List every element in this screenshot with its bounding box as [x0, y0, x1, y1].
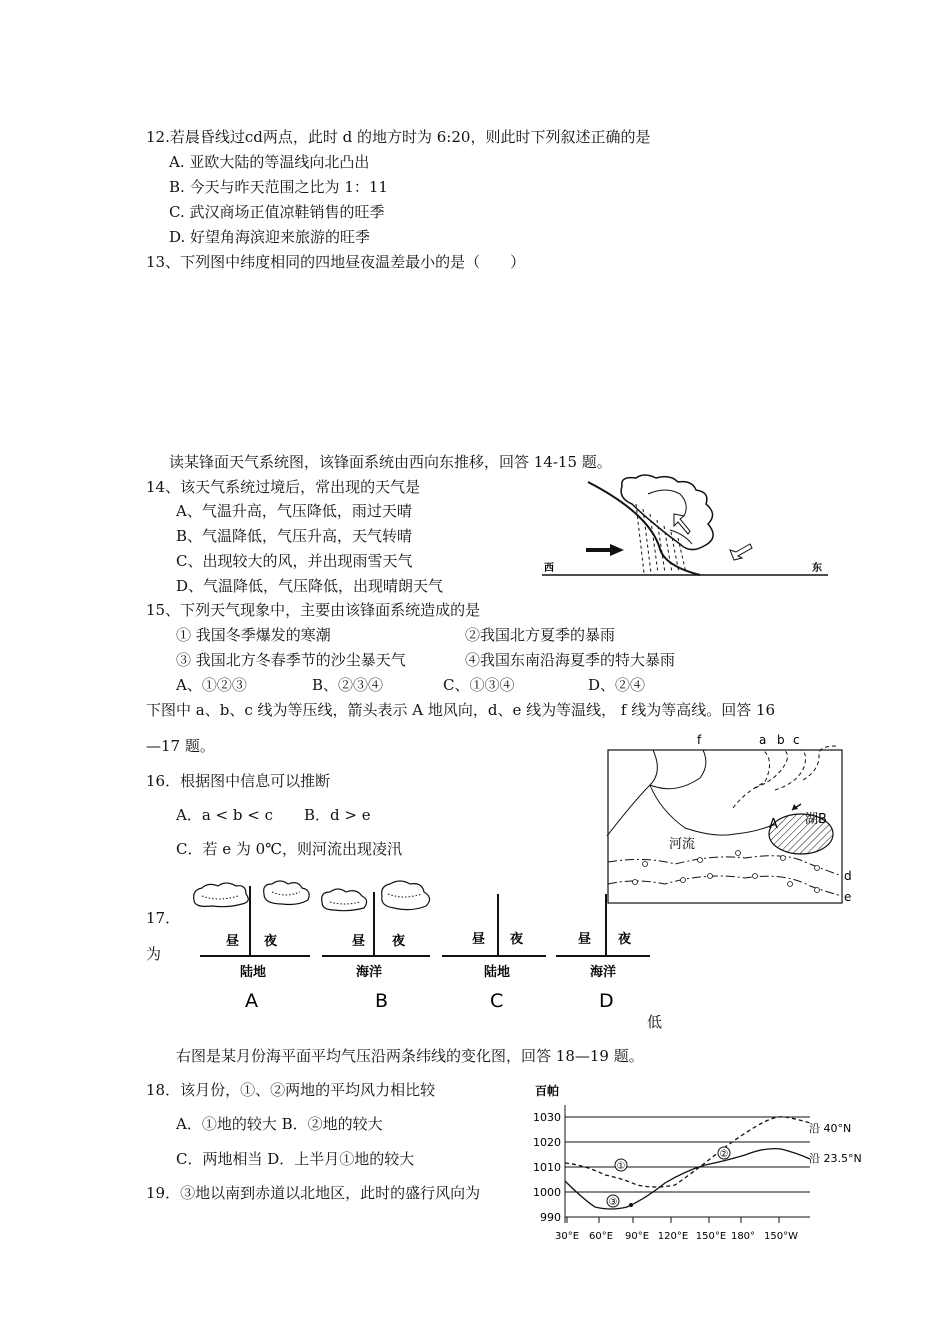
- intro-14-15: 读某锋面天气系统图，该锋面系统由西向东推移，回答 14-15 题。: [169, 453, 612, 471]
- label-f: f: [697, 733, 702, 747]
- west-label: 西: [544, 563, 554, 574]
- q16-option-a: A．a < b < c: [176, 806, 273, 824]
- q18-options-ab: A．①地的较大 B．②地的较大: [176, 1115, 383, 1133]
- marker-1: ①: [616, 1161, 626, 1172]
- q15-option-a: A、①②③: [176, 676, 247, 694]
- q14-option-c: C、出现较大的风，并出现雨雪天气: [176, 552, 413, 570]
- panel-a-day: 昼: [226, 934, 240, 949]
- label-a: a: [759, 733, 767, 747]
- y-tick-1000: 1000: [533, 1186, 561, 1199]
- q15-item-4: ④我国东南沿海夏季的特大暴雨: [465, 651, 676, 669]
- x-tick-150w: 150°W: [764, 1231, 798, 1242]
- x-tick-60e: 60°E: [588, 1231, 614, 1242]
- panel-b-surface: 海洋: [356, 965, 383, 980]
- intro-16-17: 下图中 a、b、c 线为等压线，箭头表示 A 地风向，d、e 线为等温线， f 线为等高线。回答 16: [146, 701, 776, 719]
- y-tick-990: 990: [540, 1211, 561, 1224]
- panel-c-surface: 陆地: [484, 965, 511, 980]
- q14-stem: 14、该天气系统过境后，常出现的天气是: [146, 478, 421, 496]
- panel-d-letter: D: [599, 990, 614, 1012]
- series-23n: [565, 1149, 810, 1209]
- y-tick-1030: 1030: [533, 1111, 561, 1124]
- pressure-unit: 百帕: [535, 1084, 560, 1098]
- y-tick-1010: 1010: [533, 1161, 561, 1174]
- front-diagram: [540, 474, 830, 584]
- q17-number: 17．: [146, 909, 181, 927]
- panel-b-day: 昼: [352, 934, 366, 949]
- q13-stem: 13、下列图中纬度相同的四地昼夜温差最小的是（ ）: [146, 253, 526, 271]
- cloud-a-left: [194, 883, 249, 907]
- series-40n-label: 沿 40°N: [809, 1122, 852, 1135]
- panel-c-day: 昼: [472, 932, 486, 947]
- q16-stem: 16．根据图中信息可以推断: [146, 772, 331, 790]
- q12-stem: 12.若晨昏线过cd两点，此时 d 的地方时为 6:20，则此时下列叙述正确的是: [146, 128, 651, 146]
- q12-option-c: C. 武汉商场正值凉鞋销售的旺季: [169, 203, 385, 221]
- q15-stem: 15、下列天气现象中，主要由该锋面系统造成的是: [146, 601, 481, 619]
- marker-3: ③: [608, 1197, 618, 1208]
- panel-d-day: 昼: [578, 932, 592, 947]
- q14-option-a: A、气温升高，气压降低，雨过天晴: [176, 502, 412, 520]
- marker-2: ②: [719, 1149, 729, 1160]
- cloud-a-right: [264, 881, 309, 905]
- q15-option-c: C、①③④: [443, 676, 515, 694]
- q12-option-d: D. 好望角海滨迎来旅游的旺季: [169, 228, 371, 246]
- day-night-panels: [188, 880, 658, 1015]
- q17-wei: 为: [146, 945, 162, 963]
- label-c: c: [793, 733, 800, 747]
- east-label: 东: [812, 563, 822, 574]
- y-tick-1020: 1020: [533, 1136, 561, 1149]
- panel-c-letter: C: [490, 990, 504, 1012]
- q15-item-3: ③ 我国北方冬春季节的沙尘暴天气: [176, 651, 406, 669]
- q15-item-2: ②我国北方夏季的暴雨: [465, 626, 616, 644]
- label-river: 河流: [669, 837, 696, 852]
- cloud-b-left: [322, 889, 367, 911]
- q15-option-d: D、②④: [588, 676, 646, 694]
- panel-a-surface: 陆地: [240, 965, 267, 980]
- label-lake-b: 湖B: [805, 812, 827, 827]
- cloud-b-right: [382, 881, 430, 910]
- q14-option-b: B、气温降低，气压升高，天气转晴: [176, 527, 413, 545]
- q12-option-b: B. 今天与昨天范围之比为 1：11: [169, 178, 388, 196]
- q18-stem: 18．该月份，①、②两地的平均风力相比较: [146, 1081, 436, 1099]
- panel-b-letter: B: [375, 990, 389, 1012]
- x-tick-90e: 90°E: [624, 1231, 650, 1242]
- panel-a-letter: A: [245, 990, 258, 1012]
- intro-18-19: 右图是某月份海平面平均气压沿两条纬线的变化图，回答 18—19 题。: [176, 1047, 644, 1065]
- x-tick-180: 180°: [730, 1231, 756, 1242]
- panel-b-night: 夜: [392, 934, 406, 949]
- pressure-chart: [525, 1083, 862, 1245]
- q15-option-b: B、②③④: [312, 676, 384, 694]
- panel-d-night: 夜: [618, 932, 632, 947]
- q19-stem: 19．③地以南到赤道以北地区，此时的盛行风向为: [146, 1184, 481, 1202]
- q12-option-a: A. 亚欧大陆的等温线向北凸出: [169, 153, 370, 171]
- series-23n-label: 沿 23.5°N: [809, 1152, 862, 1165]
- q16-option-c: C．若 e 为 0℃，则河流出现凌汛: [176, 840, 402, 858]
- label-b: b: [777, 733, 785, 747]
- x-tick-120e: 120°E: [657, 1231, 689, 1242]
- x-tick-30e: 30°E: [554, 1231, 580, 1242]
- q14-option-d: D、气温降低，气压降低，出现晴朗天气: [176, 577, 444, 595]
- panel-c-night: 夜: [510, 932, 524, 947]
- intro-16-17-cont: —17 题。: [146, 737, 215, 755]
- series-40n: [565, 1117, 810, 1187]
- x-tick-150e: 150°E: [695, 1231, 727, 1242]
- label-d: d: [844, 869, 852, 883]
- q15-item-1: ① 我国冬季爆发的寒潮: [176, 626, 331, 644]
- label-e: e: [844, 890, 852, 904]
- q17-trailing: 低: [647, 1013, 663, 1031]
- panel-a-night: 夜: [264, 934, 278, 949]
- panel-d-surface: 海洋: [590, 965, 617, 980]
- q18-options-cd: C．两地相当 D．上半月①地的较大: [176, 1150, 415, 1168]
- label-point-a: A: [769, 817, 778, 832]
- warm-air-arrow: [730, 544, 752, 560]
- q16-option-b: B．d > e: [304, 806, 371, 824]
